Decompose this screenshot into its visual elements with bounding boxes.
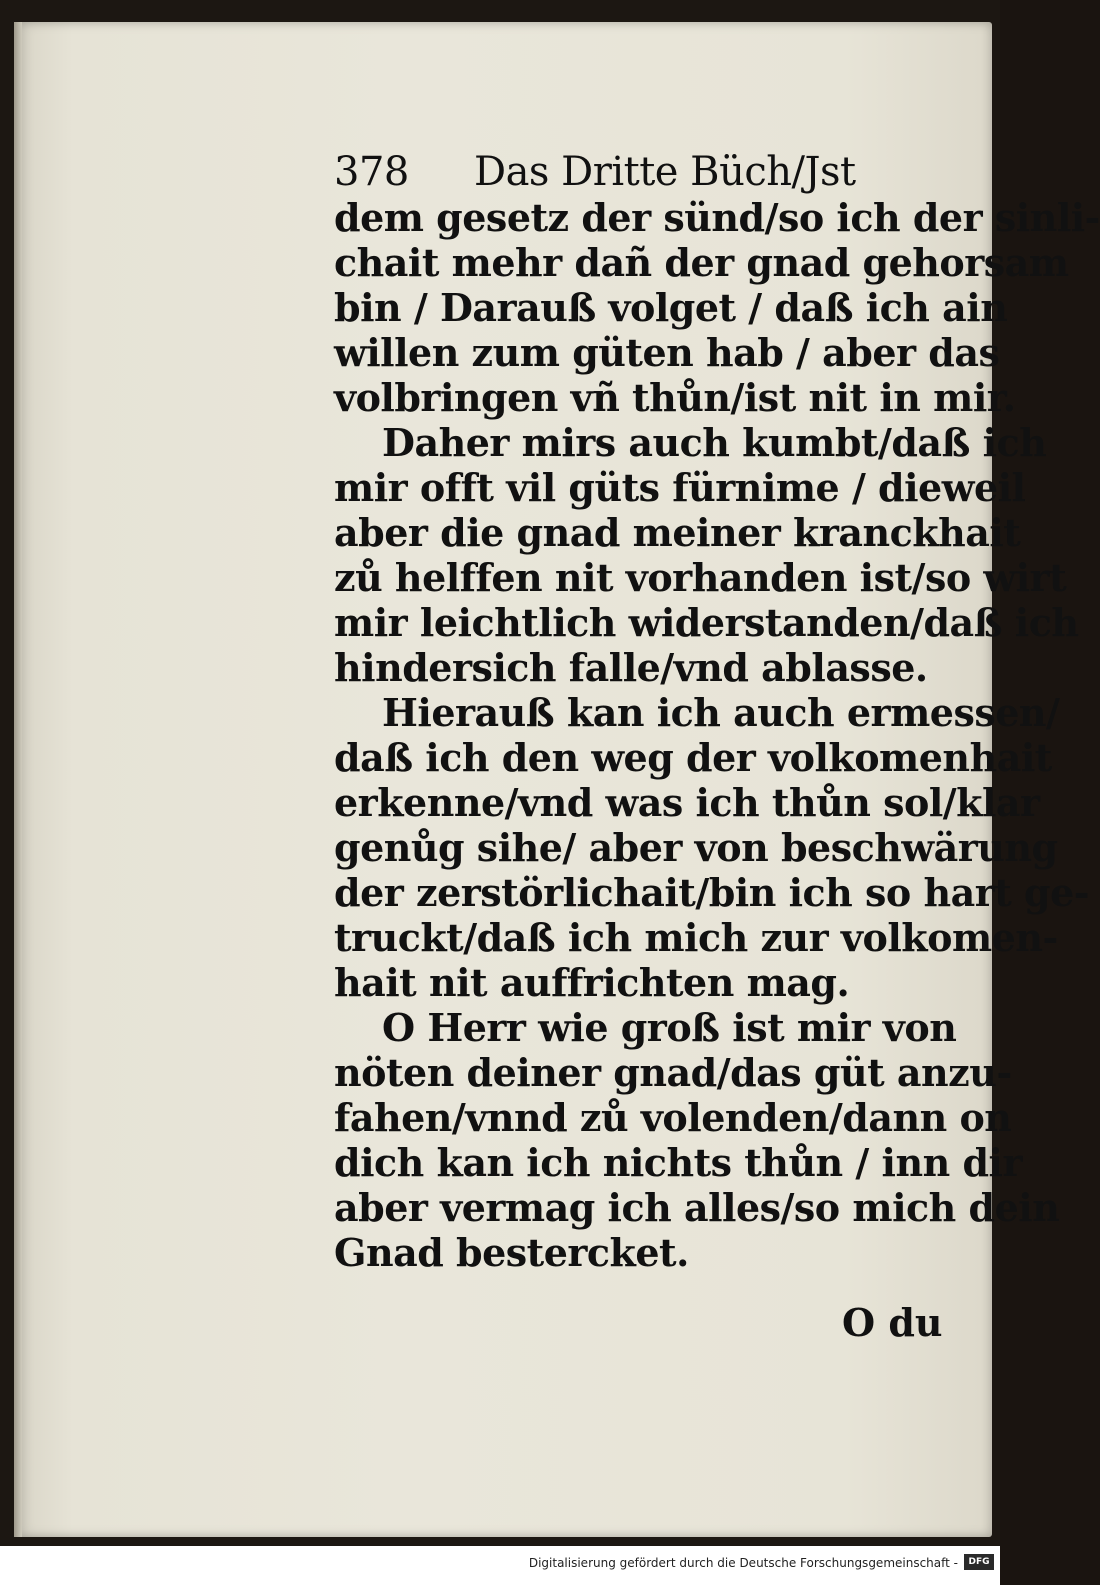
text-line: mir offt vil güts fürnime / dieweil [334, 465, 1026, 510]
paragraph-start-line: O Herr wie groß ist mir von [382, 1005, 957, 1050]
paragraph-start-line: Hierauß kan ich auch ermessen/ [382, 690, 1060, 735]
text-line: fahen/vnnd zů volenden/dann on [334, 1095, 1012, 1140]
text-line: nöten deiner gnad/das güt anzu- [334, 1050, 1012, 1095]
text-line: willen zum güten hab / aber das [334, 330, 1000, 375]
text-line: aber die gnad meiner kranckhait [334, 510, 1021, 555]
page-gutter-edge [14, 22, 22, 1537]
paragraph-start-line: Daher mirs auch kumbt/daß ich [382, 420, 1047, 465]
text-line: zů helffen nit vorhanden ist/so wirt [334, 555, 1067, 600]
text-line: erkenne/vnd was ich thůn sol/klar [334, 780, 1040, 825]
text-line: bin / Darauß volget / daß ich ain [334, 285, 1008, 330]
text-line: dem gesetz der sünd/so ich der sinli- [334, 195, 1100, 240]
text-line: mir leichtlich widerstanden/daß ich [334, 600, 1079, 645]
funding-credit: Digitalisierung gefördert durch die Deutsche Forschungsgemeinschaft - [528, 1556, 958, 1570]
text-line: aber vermag ich alles/so mich dein [334, 1185, 1060, 1230]
catchword: O du [842, 1300, 943, 1345]
running-title: Das Dritte Büch/Jst [474, 149, 856, 195]
text-line: truckt/daß ich mich zur volkomen- [334, 915, 1058, 960]
text-line: volbringen vñ thůn/ist nit in mir. [334, 375, 1016, 420]
text-line: Gnad bestercket. [334, 1230, 689, 1275]
text-line: chait mehr dañ der gnad gehorsam [334, 240, 1069, 285]
digitization-footer [0, 1546, 1000, 1585]
dfg-logo-icon: DFG [964, 1554, 994, 1570]
page-text-block [334, 149, 1100, 1275]
text-line: genůg sihe/ aber von beschwärung [334, 825, 1058, 870]
text-line: daß ich den weg der volkomenhait [334, 735, 1052, 780]
text-line: hindersich falle/vnd ablasse. [334, 645, 928, 690]
running-head [334, 150, 954, 195]
page-number: 378 [334, 149, 409, 195]
text-line: hait nit auffrichten mag. [334, 960, 850, 1005]
text-line: dich kan ich nichts thůn / inn dir [334, 1140, 1022, 1185]
text-line: der zerstörlichait/bin ich so hart ge- [334, 870, 1090, 915]
